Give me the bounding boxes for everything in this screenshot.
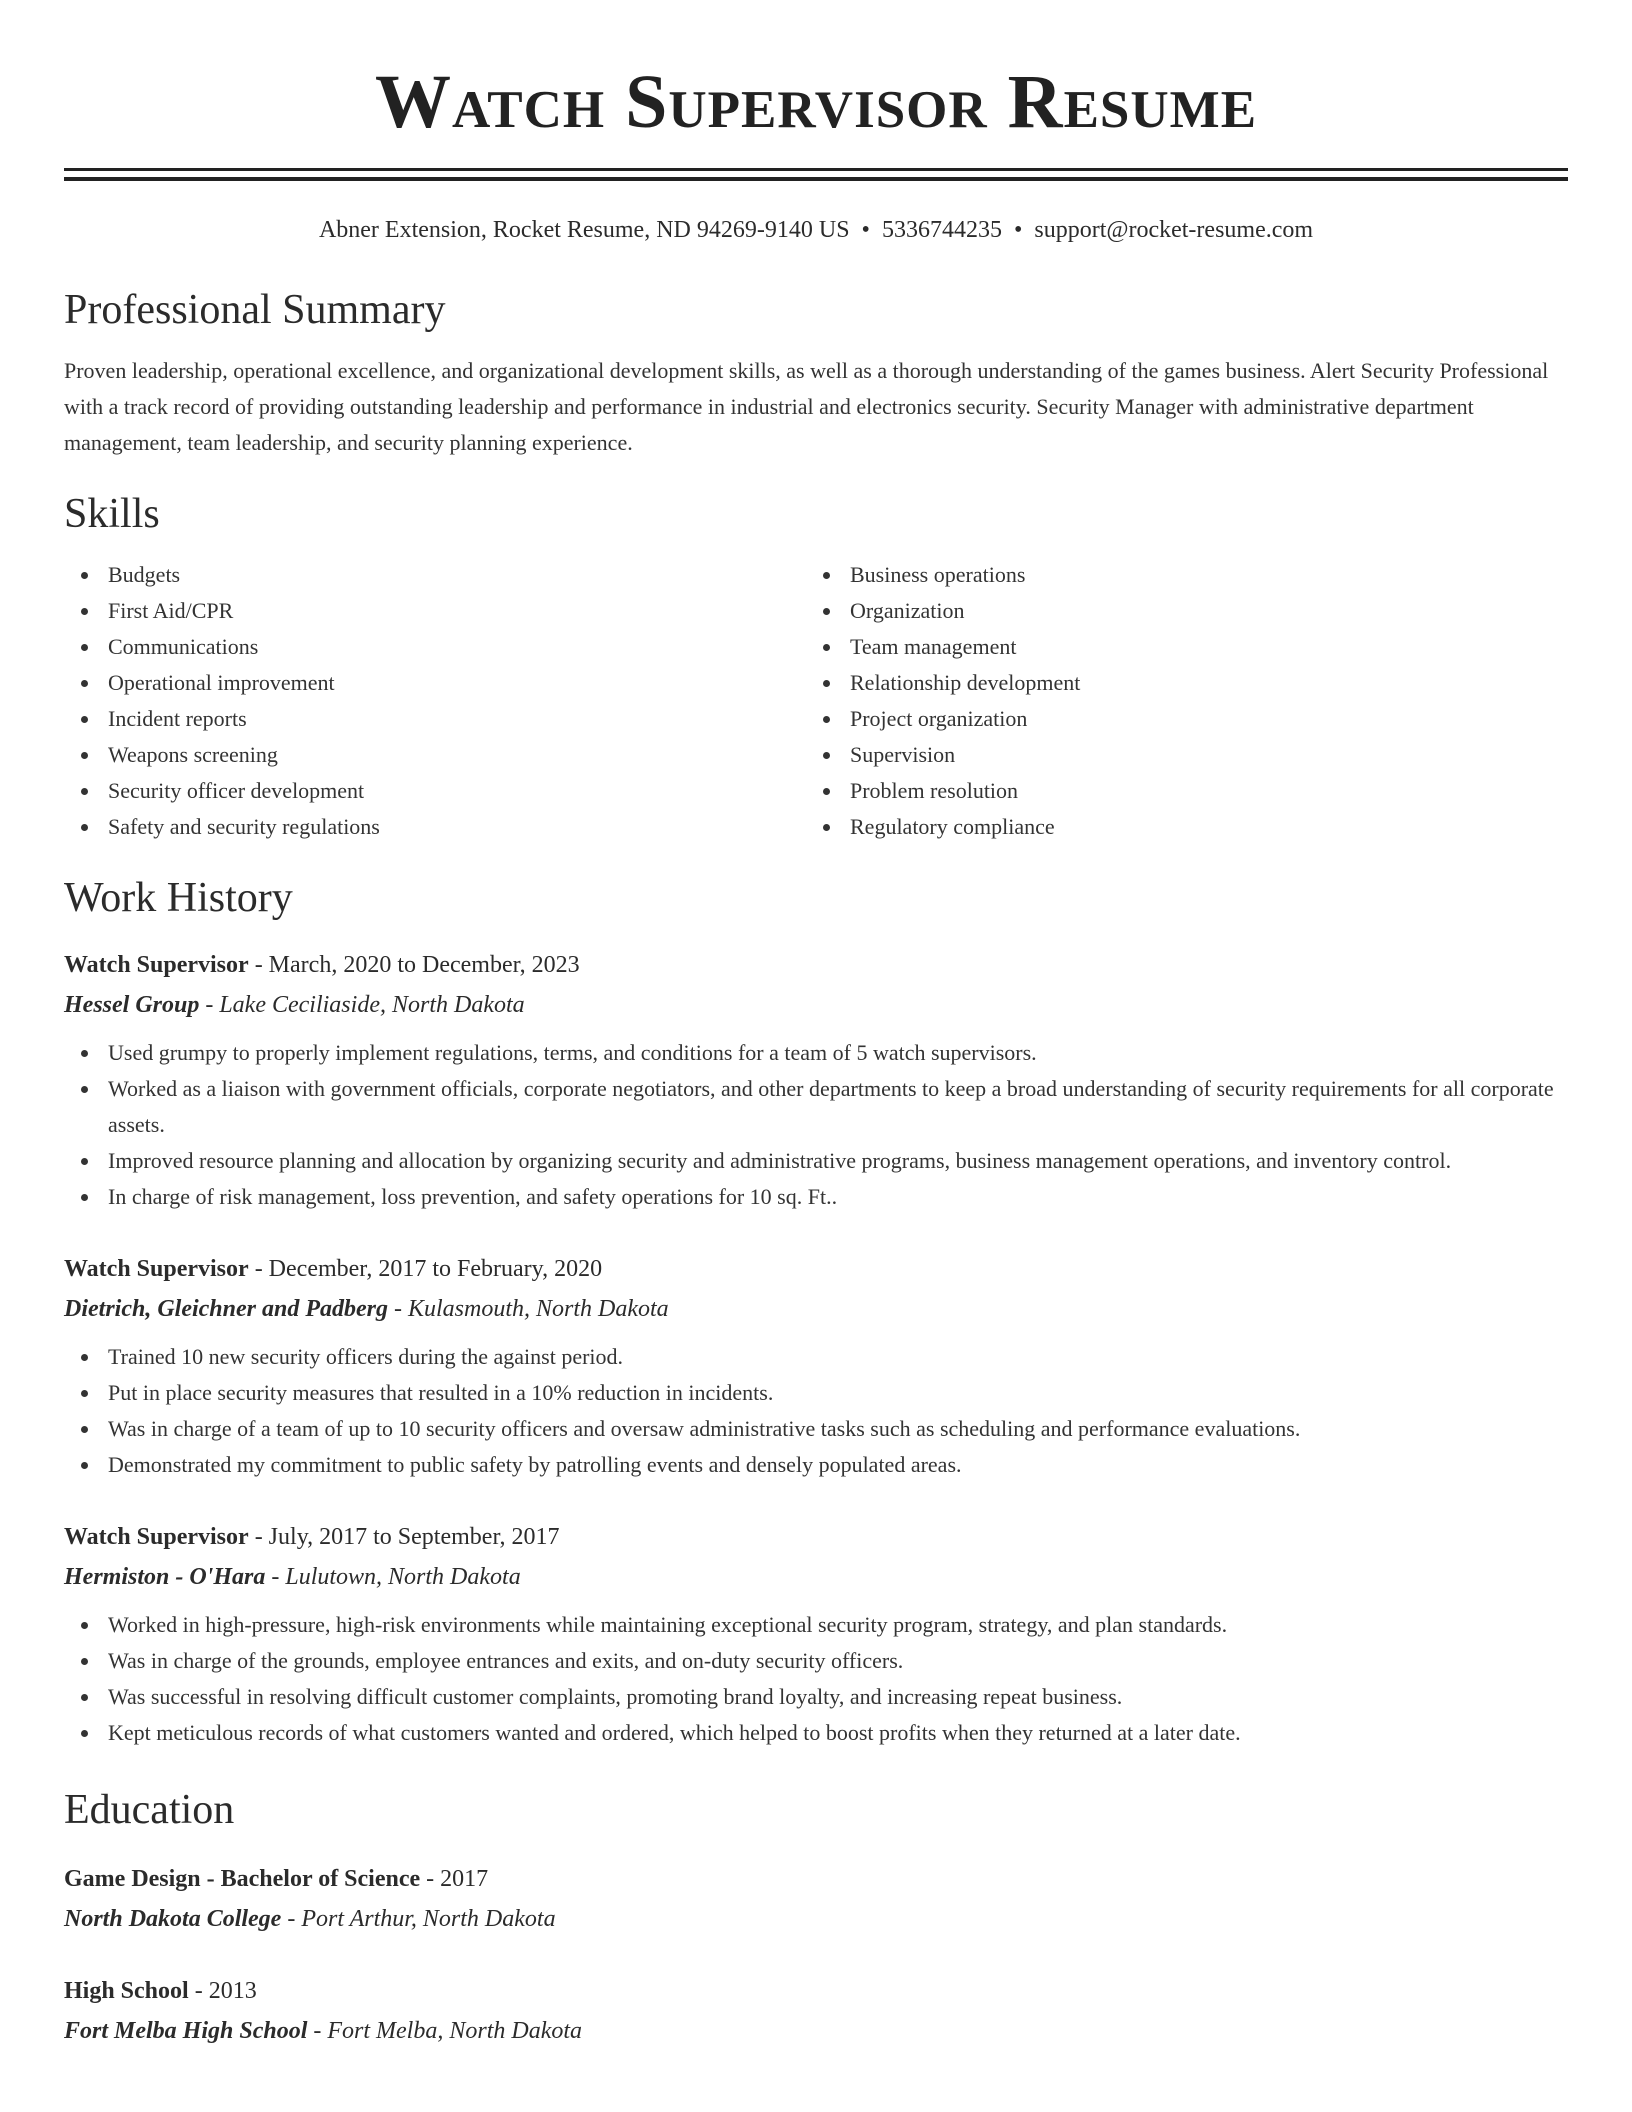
job-title-line: [64, 945, 1568, 985]
skill-item: Supervision: [806, 737, 1548, 773]
school-name: North Dakota College: [64, 1906, 282, 1932]
job-title-line: [64, 1249, 1568, 1289]
job-bullet: Was in charge of the grounds, employee entrances and exits, and on-duty security officers.: [64, 1643, 1568, 1679]
school-name: Fort Melba High School: [64, 2018, 308, 2044]
contact-line: [64, 215, 1568, 245]
job-location: - Kulasmouth, North Dakota: [388, 1296, 669, 1322]
summary-text: Proven leadership, operational excellence, and organizational development skills, as well as a thorough understanding of the games business. Alert Security Professional with a track record of providing outstanding leadership and performance in industrial and electronics security. Security Manager with administrative department management, team leadership, and security planning experience.: [64, 358, 1549, 455]
job-entry: [64, 1517, 1568, 1751]
contact-separator: •: [1013, 217, 1023, 243]
job-bullet: Put in place security measures that resulted in a 10% reduction in incidents.: [64, 1375, 1568, 1411]
title-divider-thin: [64, 168, 1568, 171]
job-bullet: Kept meticulous records of what customers wanted and ordered, which helped to boost profits when they returned at a later date.: [64, 1715, 1568, 1751]
job-title: Watch Supervisor: [64, 1524, 249, 1550]
job-bullet: Demonstrated my commitment to public safety by patrolling events and densely populated areas.: [64, 1447, 1568, 1483]
resume-page: [64, 0, 1568, 2051]
job-bullet: In charge of risk management, loss prevention, and safety operations for 10 sq. Ft..: [64, 1179, 1568, 1215]
job-bullets: [64, 1339, 1568, 1483]
skill-item: Organization: [806, 593, 1548, 629]
job-bullet: Was in charge of a team of up to 10 security officers and oversaw administrative tasks such as scheduling and performance evaluations.: [64, 1411, 1568, 1447]
job-bullets: [64, 1035, 1568, 1215]
contact-phone: 5336744235: [881, 217, 1002, 243]
degree: High School: [64, 1978, 189, 2004]
school-line: [64, 2011, 1568, 2051]
skill-item: Security officer development: [64, 773, 806, 809]
job-company-line: [64, 1557, 1568, 1597]
job-dates: - July, 2017 to September, 2017: [248, 1524, 560, 1550]
skill-item: First Aid/CPR: [64, 593, 806, 629]
skill-item: Operational improvement: [64, 665, 806, 701]
skill-item: Relationship development: [806, 665, 1548, 701]
job-bullet: Improved resource planning and allocation by organizing security and administrative programs, business management operations, and inventory control.: [64, 1143, 1568, 1179]
degree: Game Design - Bachelor of Science: [64, 1866, 421, 1892]
degree-line: [64, 1971, 1568, 2011]
education-entry: [64, 1859, 1568, 1939]
skill-item: Team management: [806, 629, 1548, 665]
contact-address: Abner Extension, Rocket Resume, ND 94269-9140 US: [318, 217, 850, 243]
education-heading: Education: [64, 1787, 235, 1833]
title-divider-thick: [64, 177, 1568, 181]
skill-item: Regulatory compliance: [806, 809, 1548, 845]
job-company: Hermiston - O'Hara: [64, 1564, 266, 1590]
skill-item: Project organization: [806, 701, 1548, 737]
graduation-year: - 2013: [188, 1978, 257, 2004]
job-company-line: [64, 1289, 1568, 1329]
job-company: Hessel Group: [64, 992, 200, 1018]
school-location: - Fort Melba, North Dakota: [307, 2018, 583, 2044]
job-bullet: Worked as a liaison with government officials, corporate negotiators, and other departments to keep a broad understanding of security requirements for all corporate assets.: [64, 1071, 1568, 1143]
skills-list-right: [806, 557, 1548, 845]
resume-title: Watch Supervisor Resume: [374, 60, 1258, 144]
work-history-heading: Work History: [64, 875, 293, 921]
skill-item: Business operations: [806, 557, 1548, 593]
job-bullet: Worked in high-pressure, high-risk environments while maintaining exceptional security program, strategy, and plan standards.: [64, 1607, 1568, 1643]
skill-item: Incident reports: [64, 701, 806, 737]
skill-item: Problem resolution: [806, 773, 1548, 809]
contact-email: support@rocket-resume.com: [1034, 217, 1314, 243]
job-title: Watch Supervisor: [64, 952, 249, 978]
job-title-line: [64, 1517, 1568, 1557]
job-company: Dietrich, Gleichner and Padberg: [64, 1296, 388, 1322]
skill-item: Weapons screening: [64, 737, 806, 773]
job-location: - Lake Ceciliaside, North Dakota: [199, 992, 525, 1018]
job-entry: [64, 945, 1568, 1215]
skill-item: Communications: [64, 629, 806, 665]
job-bullets: [64, 1607, 1568, 1751]
job-bullet: Trained 10 new security officers during the against period.: [64, 1339, 1568, 1375]
skill-item: Budgets: [64, 557, 806, 593]
job-location: - Lulutown, North Dakota: [265, 1564, 521, 1590]
skills-columns: [64, 557, 1568, 845]
summary-heading: Professional Summary: [64, 287, 446, 333]
job-title: Watch Supervisor: [64, 1256, 249, 1282]
education-entry: [64, 1971, 1568, 2051]
job-bullet: Was successful in resolving difficult customer complaints, promoting brand loyalty, and increasing repeat business.: [64, 1679, 1568, 1715]
skills-list-left: [64, 557, 806, 845]
graduation-year: - 2017: [420, 1866, 489, 1892]
degree-line: [64, 1859, 1568, 1899]
skill-item: Safety and security regulations: [64, 809, 806, 845]
skills-heading: Skills: [64, 491, 160, 537]
school-location: - Port Arthur, North Dakota: [281, 1906, 556, 1932]
school-line: [64, 1899, 1568, 1939]
job-bullet: Used grumpy to properly implement regulations, terms, and conditions for a team of 5 watch supervisors.: [64, 1035, 1568, 1071]
job-company-line: [64, 985, 1568, 1025]
job-dates: - March, 2020 to December, 2023: [248, 952, 580, 978]
job-dates: - December, 2017 to February, 2020: [248, 1256, 603, 1282]
contact-separator: •: [861, 217, 870, 243]
job-entry: [64, 1249, 1568, 1483]
